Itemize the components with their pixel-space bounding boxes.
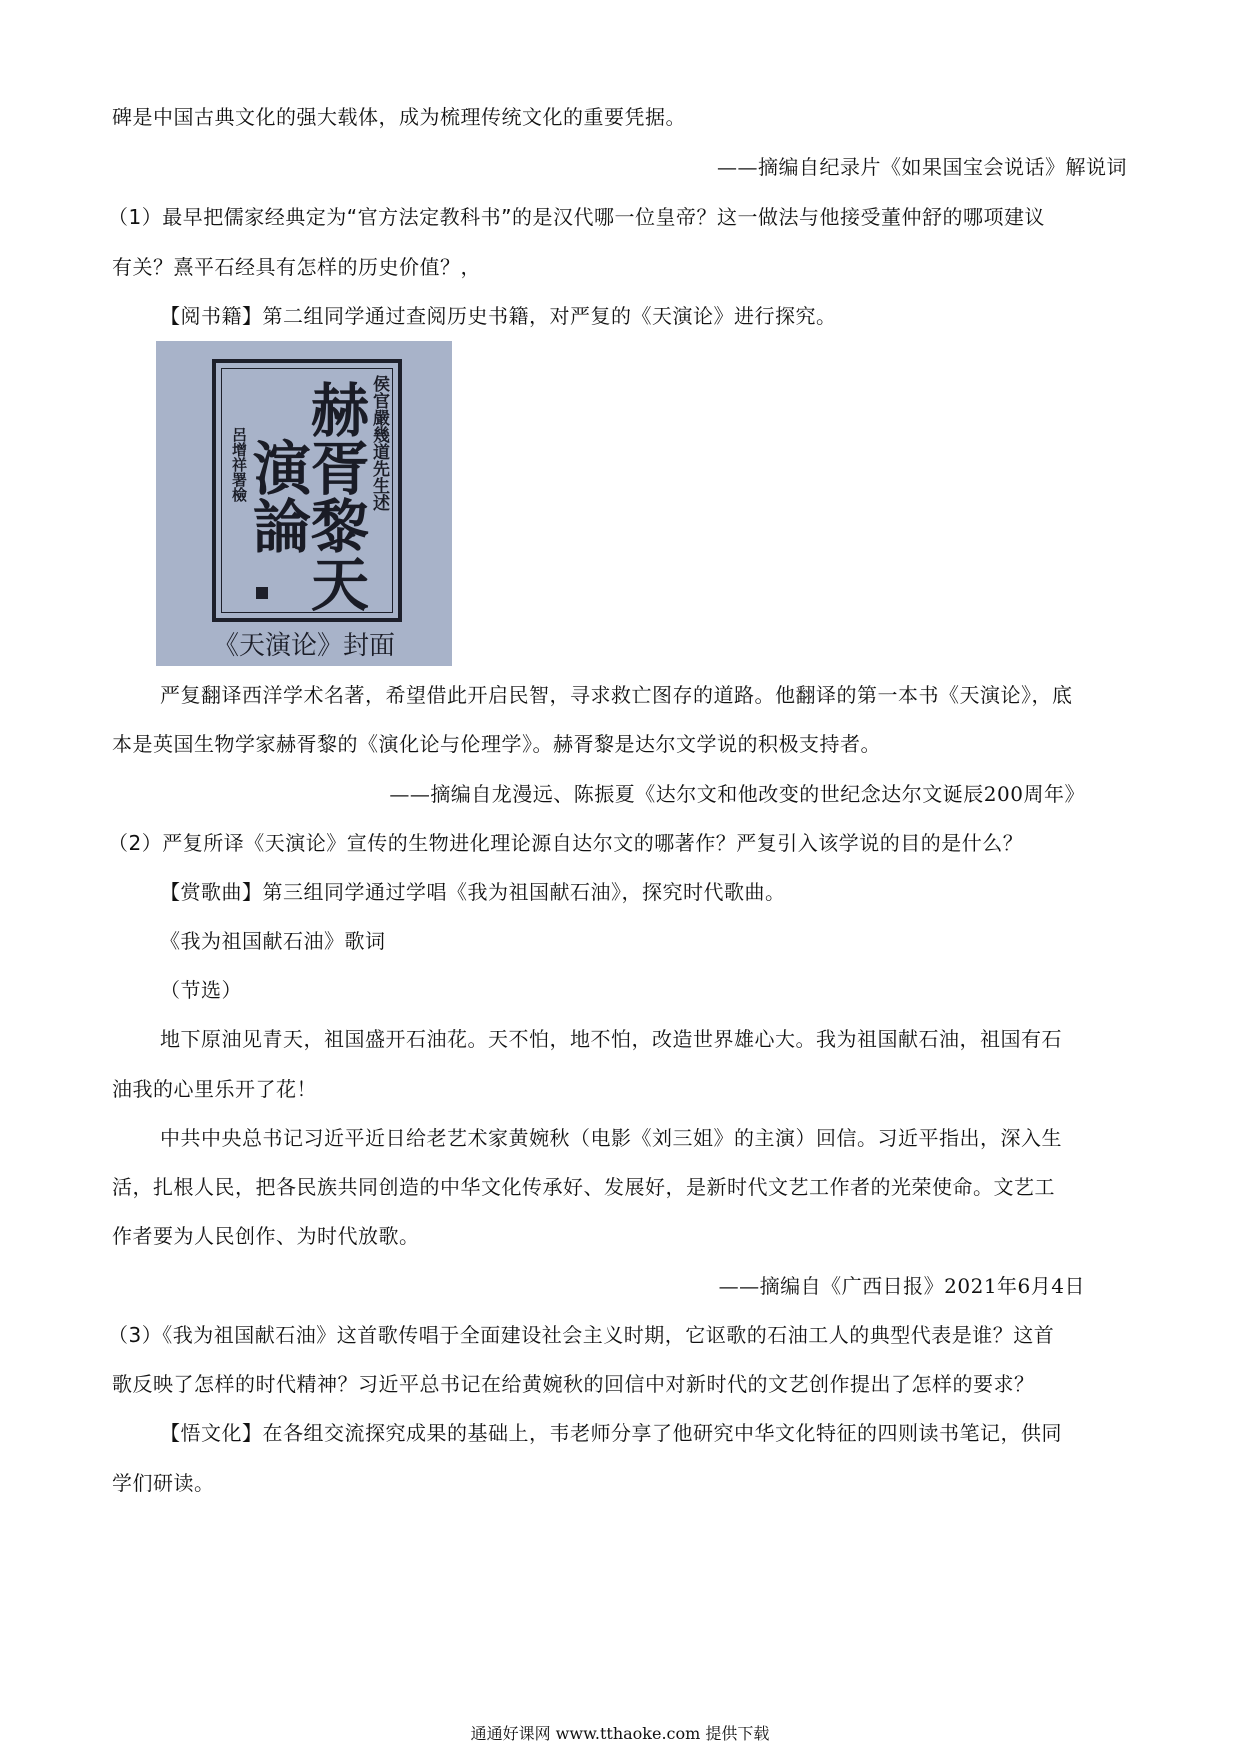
- page-footer: 通通好课网 www.tthaoke.com 提供下载: [470, 1724, 770, 1743]
- source-citation: ——摘编自纪录片《如果国宝会说话》解说词: [717, 155, 1127, 179]
- tianyanlun-cover-image: [156, 341, 452, 666]
- lyric-title: 《我为祖国献石油》歌词: [160, 929, 386, 953]
- excerpt-note: （节选）: [160, 978, 242, 1002]
- lyric-line: 油我的心里乐开了花！: [112, 1077, 317, 1101]
- cover-frame: [212, 359, 402, 622]
- lyric-line: 地下原油见青天，祖国盛开石油花。天不怕，地不怕，改造世界雄心大。我为祖国献石油，祖国有石: [160, 1027, 1062, 1051]
- paragraph-line: 中共中央总书记习近平近日给老艺术家黄婉秋（电影《刘三姐》的主演）回信。习近平指出，深入生: [160, 1126, 1062, 1150]
- paragraph-line: 本是英国生物学家赫胥黎的《演化论与伦理学》。赫胥黎是达尔文学说的积极支持者。: [112, 732, 881, 756]
- question-1-line: （1）最早把儒家经典定为“官方法定教科书”的是汉代哪一位皇帝？这一做法与他接受董仲舒的哪项建议: [108, 205, 1045, 229]
- cover-author-column: 侯官嚴幾道先生述: [369, 375, 389, 511]
- source-citation: ——摘编自龙漫远、陈振夏《达尔文和他改变的世纪念达尔文诞辰200周年》: [389, 782, 1085, 806]
- paragraph-line: 作者要为人民创作、为时代放歌。: [112, 1224, 420, 1248]
- cover-signature-column: 呂增祥署檢: [230, 427, 248, 502]
- source-citation: ——摘编自《广西日报》2021年6月4日: [718, 1274, 1085, 1298]
- section-heading-songs: 【赏歌曲】第三组同学通过学唱《我为祖国献石油》，探究时代歌曲。: [160, 880, 786, 904]
- question-3-line: 歌反映了怎样的时代精神？习近平总书记在给黄婉秋的回信中对新时代的文艺创作提出了怎样的要求？: [112, 1372, 1035, 1396]
- cover-main-title: 赫胥黎天演論: [243, 379, 369, 612]
- paragraph-line: 严复翻译西洋学术名著，希望借此开启民智，寻求救亡图存的道路。他翻译的第一本书《天演论》，底: [160, 683, 1073, 707]
- paragraph-line: 活，扎根人民，把各民族共同创造的中华文化传承好、发展好，是新时代文艺工作者的光荣使命。文艺工: [112, 1175, 1055, 1199]
- paragraph-line: 学们研读。: [112, 1471, 215, 1495]
- seal-icon: [256, 587, 268, 599]
- question-3-line: （3）《我为祖国献石油》这首歌传唱于全面建设社会主义时期，它讴歌的石油工人的典型代表是谁？这首: [108, 1323, 1055, 1347]
- paragraph-line: 碑是中国古典文化的强大载体，成为梳理传统文化的重要凭据。: [112, 105, 686, 129]
- cover-caption: 《天演论》封面: [212, 631, 395, 661]
- question-2-line: （2）严复所译《天演论》宣传的生物进化理论源自达尔文的哪著作？严复引入该学说的目的是什么？: [108, 831, 1024, 855]
- section-heading-culture: 【悟文化】在各组交流探究成果的基础上，韦老师分享了他研究中华文化特征的四则读书笔记，供同: [160, 1421, 1062, 1445]
- question-1-line: 有关？熹平石经具有怎样的历史价值？，: [112, 255, 481, 279]
- section-heading-read-books: 【阅书籍】第二组同学通过查阅历史书籍，对严复的《天演论》进行探究。: [160, 304, 837, 328]
